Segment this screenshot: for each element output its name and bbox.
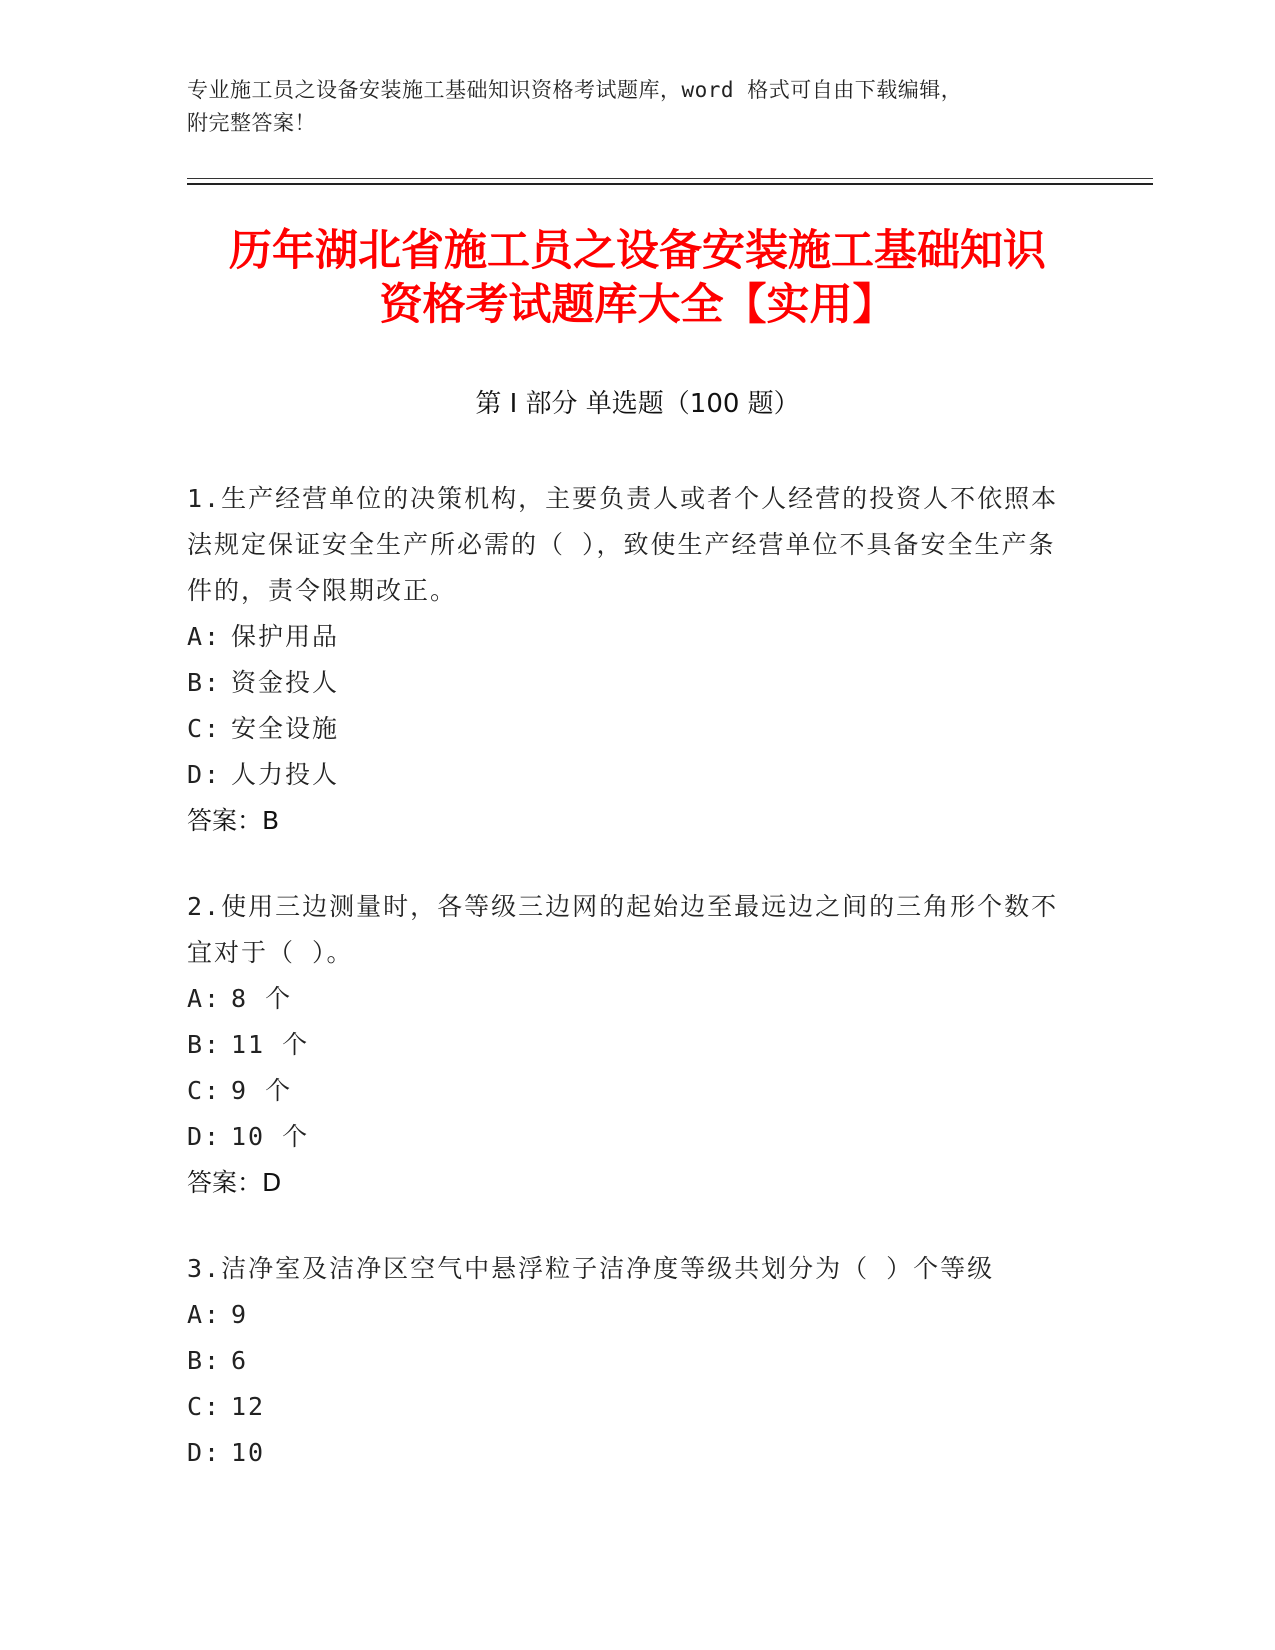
- header-divider-thin: [187, 178, 1153, 179]
- option-text: 保护用品: [231, 622, 340, 651]
- question-2: [187, 884, 1087, 1206]
- option-c: [187, 1068, 1087, 1114]
- question-1: [187, 476, 1087, 844]
- option-d: [187, 1114, 1087, 1160]
- option-b: [187, 1022, 1087, 1068]
- option-text: 6: [231, 1346, 249, 1375]
- document-title-line1: 历年湖北省施工员之设备安装施工基础知识: [229, 226, 1046, 276]
- option-a: [187, 1292, 1087, 1338]
- option-c: [187, 1384, 1087, 1430]
- option-a: [187, 614, 1087, 660]
- option-c: [187, 706, 1087, 752]
- option-key: A:: [187, 1300, 222, 1329]
- header-note-line2: 附完整答案！: [187, 111, 316, 135]
- option-text: 安全设施: [231, 714, 340, 743]
- question-stem: 3.洁净室及洁净区空气中悬浮粒子洁净度等级共划分为（ ）个等级: [187, 1254, 995, 1283]
- option-text: 12: [231, 1392, 266, 1421]
- question-stem: 1.生产经营单位的决策机构，主要负责人或者个人经营的投资人不依照本法规定保证安全生产所必需的（ ），致使生产经营单位不具备安全生产条件的，责令限期改正。: [187, 484, 1059, 605]
- header-divider-thick: [187, 183, 1153, 185]
- question-stem: 2.使用三边测量时，各等级三边网的起始边至最远边之间的三角形个数不宜对于（ ）。: [187, 892, 1059, 967]
- option-text: 10 个: [231, 1122, 310, 1151]
- option-a: [187, 976, 1087, 1022]
- option-key: D:: [187, 1122, 222, 1151]
- option-key: B:: [187, 1030, 222, 1059]
- option-text: 9 个: [231, 1076, 293, 1105]
- option-text: 8 个: [231, 984, 293, 1013]
- option-key: A:: [187, 984, 222, 1013]
- answer-label: 答案：B: [187, 806, 280, 835]
- option-key: C:: [187, 714, 222, 743]
- document-title-line2: 资格考试题库大全【实用】: [379, 280, 896, 330]
- option-key: C:: [187, 1076, 222, 1105]
- option-text: 人力投人: [231, 760, 340, 789]
- option-text: 9: [231, 1300, 249, 1329]
- answer-label: 答案：D: [187, 1168, 282, 1197]
- option-key: D:: [187, 760, 222, 789]
- option-text: 资金投人: [231, 668, 340, 697]
- header-note: [187, 74, 1067, 140]
- option-b: [187, 660, 1087, 706]
- question-list: [187, 476, 1087, 1516]
- question-3: [187, 1246, 1087, 1476]
- option-key: B:: [187, 1346, 222, 1375]
- option-key: A:: [187, 622, 222, 651]
- section-heading: 第 I 部分 单选题（100 题）: [475, 389, 800, 419]
- option-d: [187, 1430, 1087, 1476]
- option-b: [187, 1338, 1087, 1384]
- document-title: [160, 224, 1115, 332]
- option-key: C:: [187, 1392, 222, 1421]
- option-d: [187, 752, 1087, 798]
- option-key: B:: [187, 668, 222, 697]
- option-text: 11 个: [231, 1030, 310, 1059]
- header-note-line1: 专业施工员之设备安装施工基础知识资格考试题库，word 格式可自由下载编辑，: [187, 78, 963, 102]
- option-key: D:: [187, 1438, 222, 1467]
- option-text: 10: [231, 1438, 266, 1467]
